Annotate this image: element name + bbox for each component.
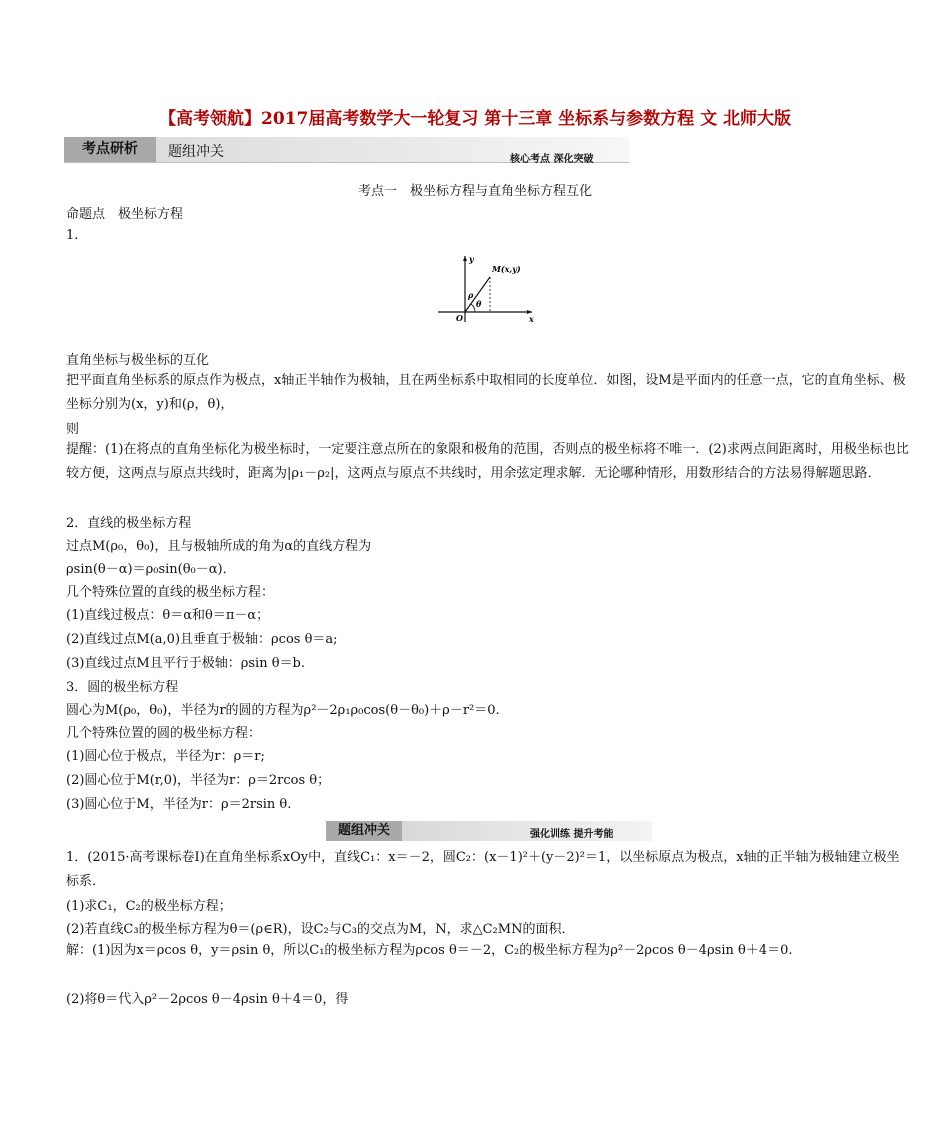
y-axis-arrow [463, 256, 467, 261]
section-band-subtitle: 核心考点 深化突破 [510, 154, 594, 165]
circle-equation-formula: 圆心为M(ρ₀，θ₀)，半径为r的圆的方程为ρ²－2ρ₁ρ₀cos(θ－θ₀)＋ρ－r²＝0. [66, 703, 500, 718]
document-title: 【高考领航】2017届高考数学大一轮复习 第十三章 坐标系与参数方程 文 北师大版 [159, 109, 791, 129]
line-special-heading: 几个特殊位置的直线的极坐标方程： [66, 585, 275, 600]
line-equation-intro: 过点M(ρ₀，θ₀)，且与极轴所成的角为α的直线方程为 [66, 539, 372, 554]
y-label: y [469, 254, 474, 264]
exercise-band-subtitle: 强化训练 提升考能 [530, 829, 614, 840]
polar-coordinate-figure [432, 250, 542, 332]
topic-heading: 命题点 极坐标方程 [66, 207, 184, 222]
heading-circle-equation: 3．圆的极坐标方程 [66, 680, 179, 695]
paragraph-conversion: 把平面直角坐标系的原点作为极点，x轴正半轴作为极轴，且在两坐标系中取相同的长度单位．如图，设M是平面内的任意一点，它的直角坐标、极坐标分别为(x，y)和(ρ，θ)， [66, 373, 906, 412]
paragraph-reminder: 提醒：(1)在将点的直角坐标化为极坐标时，一定要注意点所在的象限和极角的范围，否则点的极坐标将不唯一．(2)求两点间距离时，用极坐标也比较方便，这两点与原点共线时，距离为|ρ₁－ρ₂|，这两点与原点不共线时，用余弦定理求解．无论哪种情形，用数形结合的方法易得解题思路． [66, 442, 909, 481]
section-band-name: 题组冲关 [168, 144, 224, 160]
heading-line-equation: 2．直线的极坐标方程 [66, 516, 192, 531]
item-number: 1. [66, 228, 79, 243]
solution-part-2: (2)将θ＝代入ρ²－2ρcos θ－4ρsin θ＋4＝0，得 [66, 992, 349, 1007]
solution-part-1: 解：(1)因为x＝ρcos θ，y＝ρsin θ，所以C₁的极坐标方程为ρcos θ＝－2，C₂的极坐标方程为ρ²－2ρcos θ－4ρsin θ＋4＝0. [66, 943, 793, 958]
circle-special-heading: 几个特殊位置的圆的极坐标方程： [66, 726, 262, 741]
theta-arc [471, 304, 475, 312]
line-special-1: (1)直线过极点：θ＝α和θ＝π－α； [66, 608, 270, 623]
exercise-band-tag: 题组冲关 [326, 821, 402, 841]
exercise-part-2: (2)若直线C₃的极坐标方程为θ＝(ρ∈R)，设C₂与C₃的交点为M，N，求△C₂MN的面积． [66, 922, 575, 937]
point-m-label: M(x,y) [492, 264, 521, 274]
paragraph-then: 则 [66, 422, 80, 437]
line-special-2: (2)直线过点M(a,0)且垂直于极轴：ρcos θ＝a; [66, 632, 338, 647]
origin-label: O [456, 313, 463, 323]
circle-special-2: (2)圆心位于M(r,0)，半径为r：ρ＝2rcos θ； [66, 773, 331, 788]
circle-special-3: (3)圆心位于M，半径为r：ρ＝2rsin θ. [66, 797, 292, 812]
paragraph-conversion-heading: 直角坐标与极坐标的互化 [66, 353, 210, 368]
exercise-part-1: (1)求C₁，C₂的极坐标方程； [66, 899, 232, 914]
line-special-3: (3)直线过点M且平行于极轴：ρsin θ＝b. [66, 656, 305, 671]
line-equation-formula: ρsin(θ－α)＝ρ₀sin(θ₀－α)． [66, 562, 236, 577]
circle-special-1: (1)圆心位于极点，半径为r：ρ＝r; [66, 749, 265, 764]
exercise-question: 1．(2015·高考课标卷Ⅰ)在直角坐标系xOy中，直线C₁：x＝－2，圆C₂：(x－1)²＋(y－2)²＝1，以坐标原点为极点，x轴的正半轴为极轴建立极坐标系． [66, 850, 900, 889]
section-title: 考点一 极坐标方程与直角坐标方程互化 [357, 184, 592, 199]
theta-label: θ [476, 299, 482, 309]
x-label: x [529, 314, 534, 324]
rho-label: ρ [468, 290, 474, 300]
section-band-tag: 考点研析 [64, 137, 156, 162]
